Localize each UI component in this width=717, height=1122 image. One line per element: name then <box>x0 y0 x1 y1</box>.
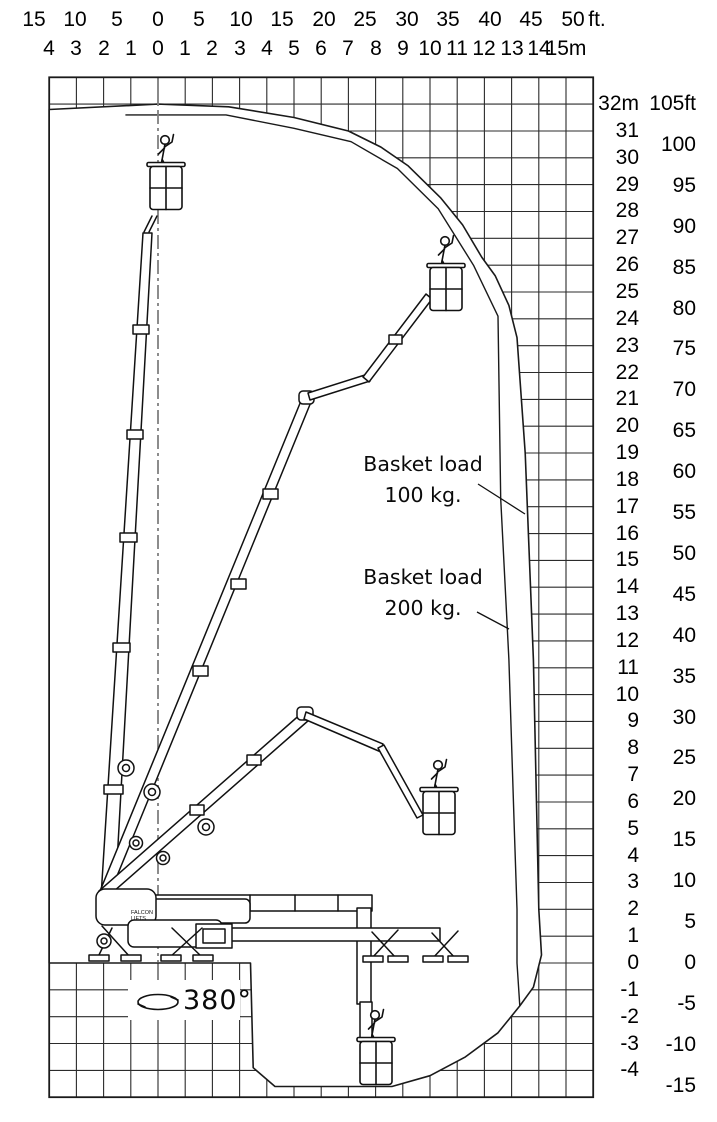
top-axis-m-tick: 15m <box>545 37 587 60</box>
top-axis-ft-tick: 0 <box>152 8 164 31</box>
right-axis-ft-tick: 50 <box>672 542 696 565</box>
right-axis-m-tick: 23 <box>615 334 639 357</box>
right-axis-m-tick: -2 <box>620 1005 639 1028</box>
right-axis-m-tick: 27 <box>615 226 639 249</box>
basket-load-100-label-line1: Basket load <box>363 452 483 476</box>
top-axis-m-tick: 4 <box>43 37 55 60</box>
right-axis-m-tick: 3 <box>627 870 639 893</box>
top-axis-m-tick: 10 <box>418 37 442 60</box>
right-axis-m-tick: 16 <box>615 522 639 545</box>
right-axis-ft-tick: -10 <box>665 1033 696 1056</box>
right-axis-m-tick: 24 <box>615 307 639 330</box>
right-axis-m-tick: 29 <box>615 173 639 196</box>
right-axis-m-tick: 8 <box>627 736 639 759</box>
right-axis-ft-tick: 15 <box>672 828 696 851</box>
right-axis-ft-tick: 55 <box>672 501 696 524</box>
right-axis-m-tick: -3 <box>620 1032 639 1055</box>
top-axis-m-tick: 9 <box>397 37 409 60</box>
top-axis-ft-tick: 35 <box>436 8 460 31</box>
brand-label-line1: FALCON <box>131 910 154 916</box>
right-axis-ft-tick: -5 <box>677 992 696 1015</box>
right-axis-ft-tick: -15 <box>665 1074 696 1097</box>
top-axis-m-tick: 13 <box>500 37 524 60</box>
right-axis-m-tick: 21 <box>615 387 639 410</box>
right-axis-ft-tick: 75 <box>672 337 696 360</box>
right-axis-m-tick: 10 <box>615 683 639 706</box>
right-axis-m-tick: 30 <box>615 146 639 169</box>
top-axis-ft-tick: 15 <box>22 8 46 31</box>
top-axis-m-tick: 2 <box>98 37 110 60</box>
top-axis-m-tick: 3 <box>234 37 246 60</box>
top-axis-m-tick: 0 <box>152 37 164 60</box>
right-axis-m-tick: 9 <box>627 709 639 732</box>
top-axis-m-tick: 11 <box>446 37 468 60</box>
right-axis-ft-tick: 0 <box>684 951 696 974</box>
right-axis-ft-tick: 105ft <box>649 92 696 115</box>
right-axis-ft-tick: 25 <box>672 746 696 769</box>
right-axis-m-tick: 5 <box>627 817 639 840</box>
right-axis-m-tick: 26 <box>615 253 639 276</box>
right-axis-m-tick: 18 <box>615 468 639 491</box>
right-axis-ft-tick: 90 <box>672 215 696 238</box>
right-axis-m-tick: 1 <box>627 924 639 947</box>
top-axis-ft-tick: 10 <box>63 8 87 31</box>
right-axis-m-tick: 0 <box>627 951 639 974</box>
right-axis-ft-tick: 60 <box>672 460 696 483</box>
right-axis-m-tick: -4 <box>620 1058 639 1081</box>
right-axis-ft-tick: 30 <box>672 706 696 729</box>
top-axis-ft-tick: 25 <box>353 8 377 31</box>
right-axis-m-tick: 6 <box>627 790 639 813</box>
basket-load-200-label-line2: 200 kg. <box>384 596 462 620</box>
top-axis-ft-tick: 10 <box>229 8 253 31</box>
rotation-label: 380° <box>183 985 253 1016</box>
right-axis-m-tick: 25 <box>615 280 639 303</box>
top-axis-ft-tick: 45 <box>519 8 543 31</box>
right-axis-m-tick: 17 <box>615 495 639 518</box>
top-axis-ft-tick: 5 <box>111 8 123 31</box>
top-axis-m-tick: 7 <box>342 37 354 60</box>
right-axis-m-tick: 32m <box>598 92 639 115</box>
top-axis-m-tick: 3 <box>70 37 82 60</box>
top-axis-m-tick: 5 <box>288 37 300 60</box>
right-axis-ft-tick: 40 <box>672 624 696 647</box>
right-axis-m-tick: 7 <box>627 763 639 786</box>
right-axis-m-tick: 11 <box>617 656 639 679</box>
right-axis-m-tick: 14 <box>615 575 639 598</box>
top-axis-ft-unit: ft. <box>588 8 606 31</box>
right-axis-m-tick: 20 <box>615 414 639 437</box>
right-axis-ft-tick: 85 <box>672 256 696 279</box>
basket-load-100-label-line2: 100 kg. <box>384 483 462 507</box>
right-axis-m-tick: 19 <box>615 441 639 464</box>
right-axis-ft-tick: 45 <box>672 583 696 606</box>
top-axis-m-tick: 1 <box>179 37 191 60</box>
right-axis-m-tick: -1 <box>620 978 639 1001</box>
right-axis-ft-tick: 100 <box>660 133 696 156</box>
right-axis-m-tick: 31 <box>615 119 639 142</box>
top-axis-m-tick: 2 <box>206 37 218 60</box>
right-axis-m-tick: 12 <box>615 629 639 652</box>
top-axis-m-tick: 12 <box>472 37 496 60</box>
top-axis-ft-tick: 15 <box>270 8 294 31</box>
top-axis-ft-tick: 20 <box>312 8 336 31</box>
top-axis-m-tick: 6 <box>315 37 327 60</box>
top-axis-ft-tick: 50 <box>561 8 585 31</box>
top-axis-m-tick: 14 <box>527 37 551 60</box>
right-axis-m-tick: 13 <box>615 602 639 625</box>
right-axis-ft-tick: 10 <box>672 869 696 892</box>
top-axis-m-tick: 8 <box>370 37 382 60</box>
right-axis-m-tick: 4 <box>627 844 639 867</box>
right-axis-ft-tick: 70 <box>672 378 696 401</box>
right-axis-m-tick: 2 <box>627 897 639 920</box>
right-axis-ft-tick: 65 <box>672 419 696 442</box>
right-axis-ft-tick: 35 <box>672 665 696 688</box>
top-axis-ft-tick: 5 <box>193 8 205 31</box>
right-axis-ft-tick: 95 <box>672 174 696 197</box>
top-axis-m-tick: 4 <box>261 37 273 60</box>
brand-label-line2: LIFTS <box>131 916 146 922</box>
basket-load-200-label-line1: Basket load <box>363 565 483 589</box>
top-axis-m-tick: 1 <box>125 37 137 60</box>
right-axis-ft-tick: 5 <box>684 910 696 933</box>
right-axis-m-tick: 22 <box>615 361 639 384</box>
right-axis-m-tick: 28 <box>615 199 639 222</box>
right-axis-m-tick: 15 <box>615 548 639 571</box>
top-axis-ft-tick: 30 <box>395 8 419 31</box>
right-axis-ft-tick: 20 <box>672 787 696 810</box>
right-axis-ft-tick: 80 <box>672 297 696 320</box>
top-axis-ft-tick: 40 <box>478 8 502 31</box>
